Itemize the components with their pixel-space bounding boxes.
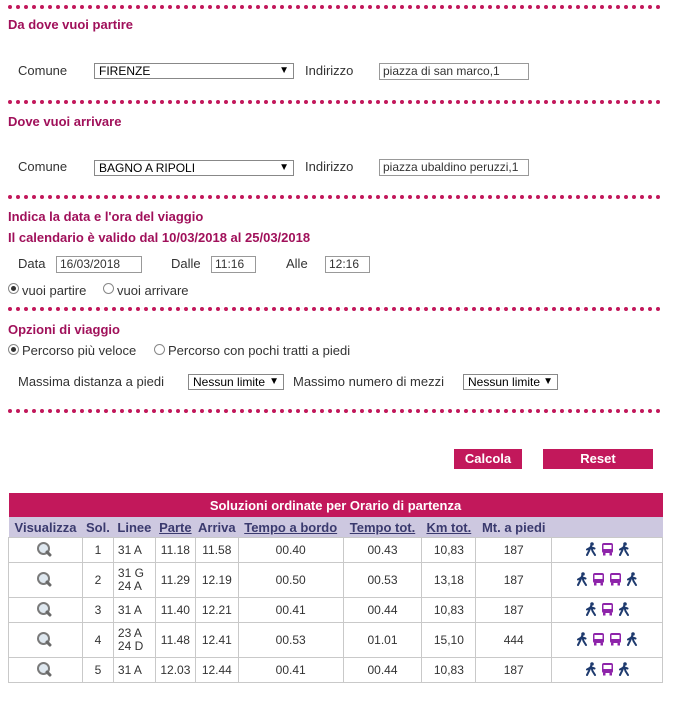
departure-comune-select[interactable] (94, 63, 294, 79)
tempo-tot-cell: 00.44 (343, 658, 422, 683)
parte-cell: 11.40 (155, 598, 195, 623)
linee-cell (113, 538, 155, 563)
walking-person-icon (585, 542, 597, 556)
table-row[interactable] (9, 538, 663, 563)
visualizza-cell (9, 563, 83, 598)
line-code: 31 G (117, 566, 144, 580)
col-tempo-tot[interactable]: Tempo tot. (343, 517, 422, 538)
linee-cell (113, 563, 155, 598)
alle-label: Alle (286, 256, 308, 271)
walking-person-icon (618, 602, 630, 616)
bus-icon (601, 542, 614, 556)
departure-comune-label: Comune (18, 63, 68, 78)
parte-cell: 12.03 (155, 658, 195, 683)
col-mt-piedi: Mt. a piedi (476, 517, 552, 538)
line-code: 23 A (117, 626, 142, 640)
walking-person-icon (626, 572, 638, 586)
bus-icon (592, 572, 605, 586)
chevron-down-icon: ▼ (279, 65, 289, 76)
arrival-indirizzo-input[interactable]: piazza ubaldino peruzzi,1 (379, 159, 529, 176)
results-column-headers (9, 517, 663, 538)
tempo-bordo-cell: 00.50 (238, 563, 343, 598)
magnifier-icon[interactable] (36, 661, 54, 677)
col-tempo-bordo[interactable]: Tempo a bordo (238, 517, 343, 538)
datetime-header: Indica la data e l'ora del viaggio (8, 209, 204, 224)
line-code: 24 D (117, 639, 144, 653)
tempo-bordo-cell: 00.53 (238, 623, 343, 658)
col-visualizza: Visualizza (9, 517, 83, 538)
mezzi-label: Massimo numero di mezzi (293, 374, 444, 389)
bus-icon (609, 572, 622, 586)
results-table (8, 493, 663, 683)
parte-cell: 11.48 (155, 623, 195, 658)
calendar-validity-note: Il calendario è valido dal 10/03/2018 al 25/03/2018 (8, 230, 311, 245)
sol-cell: 1 (82, 538, 113, 563)
line-code: 31 A (117, 662, 142, 677)
table-row[interactable] (9, 623, 663, 658)
col-arriva: Arriva (195, 517, 238, 538)
mt-piedi-cell: 187 (476, 563, 552, 598)
walking-person-icon (576, 572, 588, 586)
arrival-comune-value: BAGNO A RIPOLI (99, 161, 196, 175)
parte-cell: 11.18 (155, 538, 195, 563)
bus-icon (609, 632, 622, 646)
mt-piedi-cell: 187 (476, 598, 552, 623)
separator-1 (8, 100, 664, 104)
km-cell: 10,83 (422, 538, 476, 563)
arrival-header: Dove vuoi arrivare (8, 114, 122, 129)
km-cell: 13,18 (422, 563, 476, 598)
radio-vuoi-partire[interactable] (8, 283, 19, 294)
col-parte[interactable]: Parte (155, 517, 195, 538)
bus-icon (601, 602, 614, 616)
tempo-tot-cell: 00.53 (343, 563, 422, 598)
km-cell: 10,83 (422, 658, 476, 683)
modes-cell (552, 658, 663, 683)
distanza-value: Nessun limite (193, 375, 266, 389)
bus-icon (592, 632, 605, 646)
separator-3 (8, 307, 664, 311)
radio-vuoi-arrivare-label: vuoi arrivare (117, 283, 189, 298)
arrival-comune-label: Comune (18, 159, 68, 174)
walking-person-icon (618, 542, 630, 556)
radio-percorso-pochi-piedi[interactable] (154, 344, 165, 355)
chevron-down-icon: ▼ (279, 162, 289, 173)
distanza-label: Massima distanza a piedi (18, 374, 164, 389)
departure-indirizzo-input[interactable]: piazza di san marco,1 (379, 63, 529, 80)
arrival-indirizzo-label: Indirizzo (305, 159, 354, 174)
magnifier-icon[interactable] (36, 631, 54, 647)
reset-button[interactable]: Reset (543, 449, 653, 469)
sol-cell: 2 (82, 563, 113, 598)
linee-cell (113, 623, 155, 658)
calcola-button[interactable]: Calcola (454, 449, 522, 469)
sol-cell: 4 (82, 623, 113, 658)
table-row[interactable] (9, 598, 663, 623)
sol-cell: 5 (82, 658, 113, 683)
dalle-label: Dalle (171, 256, 201, 271)
mt-piedi-cell: 187 (476, 538, 552, 563)
visualizza-cell (9, 623, 83, 658)
radio-percorso-veloce-label: Percorso più veloce (22, 343, 137, 358)
visualizza-cell (9, 658, 83, 683)
walking-person-icon (618, 662, 630, 676)
tempo-tot-cell: 00.44 (343, 598, 422, 623)
tempo-bordo-cell: 00.41 (238, 658, 343, 683)
magnifier-icon[interactable] (36, 601, 54, 617)
departure-comune-value: FIRENZE (99, 64, 151, 78)
distanza-select[interactable] (188, 374, 284, 390)
linee-cell (113, 658, 155, 683)
mt-piedi-cell: 187 (476, 658, 552, 683)
radio-vuoi-partire-label: vuoi partire (22, 283, 87, 298)
chevron-down-icon: ▼ (543, 376, 553, 387)
chevron-down-icon: ▼ (269, 376, 279, 387)
mezzi-value: Nessun limite (468, 375, 541, 389)
tempo-tot-cell: 01.01 (343, 623, 422, 658)
mt-piedi-cell: 444 (476, 623, 552, 658)
radio-percorso-veloce[interactable] (8, 344, 19, 355)
linee-cell (113, 598, 155, 623)
line-code: 24 A (117, 579, 142, 593)
magnifier-icon[interactable] (36, 541, 54, 557)
radio-percorso-pochi-piedi-label: Percorso con pochi tratti a piedi (168, 343, 351, 358)
parte-cell: 11.29 (155, 563, 195, 598)
magnifier-icon[interactable] (36, 571, 54, 587)
table-row[interactable] (9, 563, 663, 598)
table-row[interactable] (9, 658, 663, 683)
modes-cell (552, 598, 663, 623)
visualizza-cell (9, 598, 83, 623)
arriva-cell: 12.44 (195, 658, 238, 683)
col-km-tot[interactable]: Km tot. (422, 517, 476, 538)
walking-person-icon (576, 632, 588, 646)
col-linee: Linee (113, 517, 155, 538)
arriva-cell: 12.41 (195, 623, 238, 658)
data-label: Data (18, 256, 46, 271)
arrival-comune-select[interactable] (94, 160, 294, 176)
line-code: 31 A (117, 542, 142, 557)
separator-4 (8, 409, 664, 413)
separator-top (8, 5, 664, 9)
walking-person-icon (585, 602, 597, 616)
departure-header: Da dove vuoi partire (8, 17, 133, 32)
dalle-input[interactable]: 11:16 (211, 256, 256, 273)
visualizza-cell (9, 538, 83, 563)
modes-cell (552, 563, 663, 598)
modes-cell (552, 538, 663, 563)
walking-person-icon (585, 662, 597, 676)
results-title: Soluzioni ordinate per Orario di partenza (9, 493, 663, 517)
tempo-bordo-cell: 00.40 (238, 538, 343, 563)
tempo-tot-cell: 00.43 (343, 538, 422, 563)
sol-cell: 3 (82, 598, 113, 623)
separator-2 (8, 195, 664, 199)
departure-indirizzo-label: Indirizzo (305, 63, 354, 78)
modes-cell (552, 623, 663, 658)
arriva-cell: 12.19 (195, 563, 238, 598)
tempo-bordo-cell: 00.41 (238, 598, 343, 623)
col-sol: Sol. (82, 517, 113, 538)
bus-icon (601, 662, 614, 676)
arriva-cell: 12.21 (195, 598, 238, 623)
radio-vuoi-arrivare[interactable] (103, 283, 114, 294)
mezzi-select[interactable] (463, 374, 558, 390)
alle-input[interactable]: 12:16 (325, 256, 370, 273)
data-input[interactable]: 16/03/2018 (56, 256, 142, 273)
km-cell: 10,83 (422, 598, 476, 623)
col-modes (552, 517, 663, 538)
line-code: 31 A (117, 602, 142, 617)
options-header: Opzioni di viaggio (8, 322, 120, 337)
km-cell: 15,10 (422, 623, 476, 658)
arriva-cell: 11.58 (195, 538, 238, 563)
walking-person-icon (626, 632, 638, 646)
